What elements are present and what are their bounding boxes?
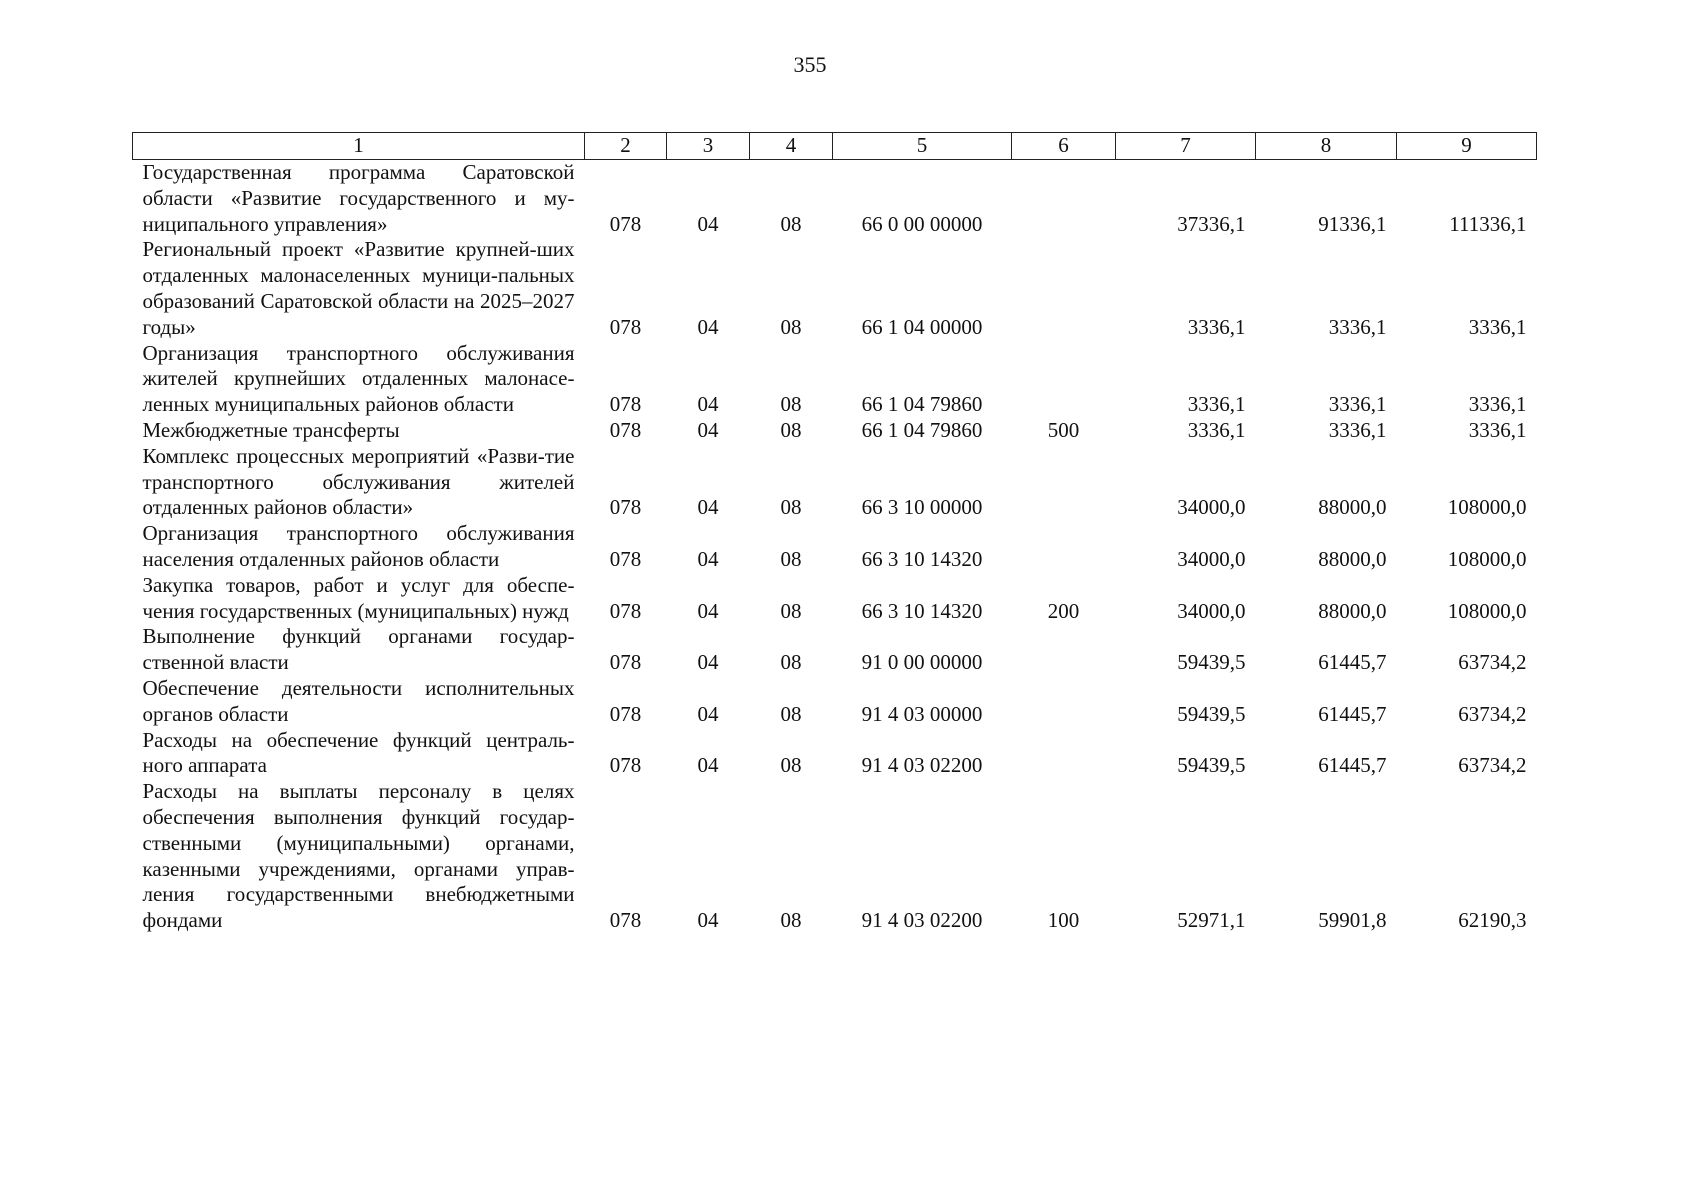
cell-target-article: 91 4 03 02200 xyxy=(861,753,983,778)
row-name: Обеспечение деятельности исполнительных органов области xyxy=(142,675,575,726)
cell-subsection: 08 xyxy=(780,908,802,933)
cell-amount-col9: 62190,3 xyxy=(1458,908,1527,933)
column-header: 3 xyxy=(667,133,750,160)
cell-expense-type xyxy=(1012,341,1116,418)
cell-section: 04 xyxy=(697,314,719,339)
cell-section: 04 xyxy=(697,417,719,442)
cell-section: 04 xyxy=(697,598,719,623)
cell-ministry: 078 xyxy=(609,495,642,520)
cell-amount-col9: 108000,0 xyxy=(1447,495,1527,520)
cell-ministry: 078 xyxy=(609,417,642,442)
cell-expense-type xyxy=(1012,521,1116,573)
cell-amount-col7: 34000,0 xyxy=(1177,495,1246,520)
column-header: 9 xyxy=(1397,133,1537,160)
cell-subsection: 08 xyxy=(780,701,802,726)
cell-amount-col7: 59439,5 xyxy=(1177,650,1246,675)
cell-expense-type xyxy=(1012,676,1116,728)
row-name: Расходы на обеспечение функций централь-ного аппарата xyxy=(142,727,575,778)
row-name: Выполнение функций органами государ-ственной власти xyxy=(142,624,575,675)
table-row xyxy=(133,418,1537,444)
cell-amount-col7: 59439,5 xyxy=(1177,701,1246,726)
column-header: 6 xyxy=(1012,133,1116,160)
table-row xyxy=(133,676,1537,728)
cell-amount-col7: 37336,1 xyxy=(1177,211,1246,236)
cell-ministry: 078 xyxy=(609,546,642,571)
cell-ministry: 078 xyxy=(609,314,642,339)
row-name: Региональный проект «Развитие крупней-ших отдаленных малонаселенных муници-пальных образований Саратовской области на 2025–2027 годы» xyxy=(142,237,575,339)
cell-amount-col8: 61445,7 xyxy=(1318,753,1387,778)
cell-expense-type: 100 xyxy=(1047,908,1080,933)
table-row xyxy=(133,160,1537,238)
cell-subsection: 08 xyxy=(780,392,802,417)
cell-ministry: 078 xyxy=(609,650,642,675)
row-name: Расходы на выплаты персоналу в целях обеспечения выполнения функций государ-ственными (муниципальными) органами, казенными учреждениями, органами управ-ления государственными внебюджетными фондами xyxy=(142,779,575,933)
cell-section: 04 xyxy=(697,211,719,236)
table-row xyxy=(133,779,1537,934)
cell-target-article: 66 3 10 14320 xyxy=(861,598,983,623)
cell-expense-type: 500 xyxy=(1047,417,1080,442)
cell-amount-col9: 3336,1 xyxy=(1468,417,1527,442)
cell-target-article: 66 1 04 79860 xyxy=(861,417,983,442)
cell-expense-type xyxy=(1012,624,1116,676)
cell-ministry: 078 xyxy=(609,598,642,623)
column-header: 8 xyxy=(1256,133,1397,160)
cell-amount-col7: 34000,0 xyxy=(1177,598,1246,623)
cell-amount-col9: 3336,1 xyxy=(1468,392,1527,417)
table-row xyxy=(133,444,1537,521)
column-header: 5 xyxy=(833,133,1012,160)
cell-target-article: 66 1 04 00000 xyxy=(861,314,983,339)
cell-section: 04 xyxy=(697,546,719,571)
header-row xyxy=(133,133,1537,160)
cell-subsection: 08 xyxy=(780,495,802,520)
cell-amount-col7: 3336,1 xyxy=(1187,392,1246,417)
cell-amount-col7: 3336,1 xyxy=(1187,314,1246,339)
table-header xyxy=(133,133,1537,160)
cell-section: 04 xyxy=(697,392,719,417)
cell-amount-col7: 52971,1 xyxy=(1177,908,1246,933)
cell-subsection: 08 xyxy=(780,650,802,675)
cell-amount-col9: 108000,0 xyxy=(1447,546,1527,571)
cell-target-article: 91 0 00 00000 xyxy=(861,650,983,675)
cell-ministry: 078 xyxy=(609,908,642,933)
page-number: 355 xyxy=(793,52,827,77)
budget-table xyxy=(132,132,1537,934)
cell-amount-col7: 34000,0 xyxy=(1177,546,1246,571)
cell-amount-col8: 88000,0 xyxy=(1318,546,1387,571)
row-name: Комплекс процессных мероприятий «Разви-тие транспортного обслуживания жителей отдаленных районов области» xyxy=(142,443,575,520)
cell-ministry: 078 xyxy=(609,753,642,778)
cell-expense-type xyxy=(1012,160,1116,238)
column-header: 4 xyxy=(750,133,833,160)
cell-target-article: 66 3 10 00000 xyxy=(861,495,983,520)
column-header: 2 xyxy=(585,133,667,160)
table-row xyxy=(133,624,1537,676)
cell-target-article: 91 4 03 00000 xyxy=(861,701,983,726)
cell-target-article: 91 4 03 02200 xyxy=(861,908,983,933)
table-row xyxy=(133,341,1537,418)
row-name: Организация транспортного обслуживания населения отдаленных районов области xyxy=(142,521,575,571)
cell-amount-col9: 3336,1 xyxy=(1468,314,1527,339)
row-name: Организация транспортного обслуживания жителей крупнейших отдаленных малонасе-ленных муниципальных районов области xyxy=(142,340,575,417)
cell-subsection: 08 xyxy=(780,598,802,623)
table-row xyxy=(133,237,1537,340)
cell-target-article: 66 1 04 79860 xyxy=(861,392,983,417)
cell-section: 04 xyxy=(697,701,719,726)
cell-section: 04 xyxy=(697,753,719,778)
cell-expense-type xyxy=(1012,728,1116,780)
cell-subsection: 08 xyxy=(780,546,802,571)
cell-expense-type: 200 xyxy=(1047,598,1080,623)
cell-subsection: 08 xyxy=(780,417,802,442)
table-body xyxy=(133,160,1537,934)
cell-amount-col8: 61445,7 xyxy=(1318,650,1387,675)
cell-amount-col9: 108000,0 xyxy=(1447,598,1527,623)
cell-amount-col8: 3336,1 xyxy=(1328,314,1387,339)
cell-amount-col8: 3336,1 xyxy=(1328,392,1387,417)
row-name: Государственная программа Саратовской области «Развитие государственного и му-ниципального управления» xyxy=(142,160,575,236)
cell-subsection: 08 xyxy=(780,753,802,778)
cell-section: 04 xyxy=(697,650,719,675)
table-row xyxy=(133,728,1537,780)
row-name: Закупка товаров, работ и услуг для обеспе-чения государственных (муниципальных) нужд xyxy=(142,572,575,623)
cell-amount-col9: 63734,2 xyxy=(1458,650,1527,675)
cell-ministry: 078 xyxy=(609,211,642,236)
table-row xyxy=(133,521,1537,573)
cell-amount-col8: 3336,1 xyxy=(1328,417,1387,442)
cell-amount-col9: 63734,2 xyxy=(1458,701,1527,726)
column-header: 1 xyxy=(133,133,585,160)
cell-subsection: 08 xyxy=(780,314,802,339)
cell-expense-type xyxy=(1012,237,1116,340)
cell-ministry: 078 xyxy=(609,701,642,726)
cell-amount-col8: 88000,0 xyxy=(1318,495,1387,520)
cell-subsection: 08 xyxy=(780,211,802,236)
column-header: 7 xyxy=(1116,133,1256,160)
cell-amount-col7: 3336,1 xyxy=(1187,417,1246,442)
table-row xyxy=(133,573,1537,625)
cell-amount-col8: 91336,1 xyxy=(1318,211,1387,236)
cell-expense-type xyxy=(1012,444,1116,521)
cell-section: 04 xyxy=(697,495,719,520)
cell-amount-col8: 59901,8 xyxy=(1318,908,1387,933)
cell-amount-col9: 63734,2 xyxy=(1458,753,1527,778)
row-name: Межбюджетные трансферты xyxy=(142,417,400,442)
cell-amount-col8: 61445,7 xyxy=(1318,701,1387,726)
cell-section: 04 xyxy=(697,908,719,933)
cell-amount-col7: 59439,5 xyxy=(1177,753,1246,778)
cell-ministry: 078 xyxy=(609,392,642,417)
cell-target-article: 66 0 00 00000 xyxy=(861,211,983,236)
cell-amount-col8: 88000,0 xyxy=(1318,598,1387,623)
cell-amount-col9: 111336,1 xyxy=(1449,211,1527,236)
cell-target-article: 66 3 10 14320 xyxy=(861,546,983,571)
